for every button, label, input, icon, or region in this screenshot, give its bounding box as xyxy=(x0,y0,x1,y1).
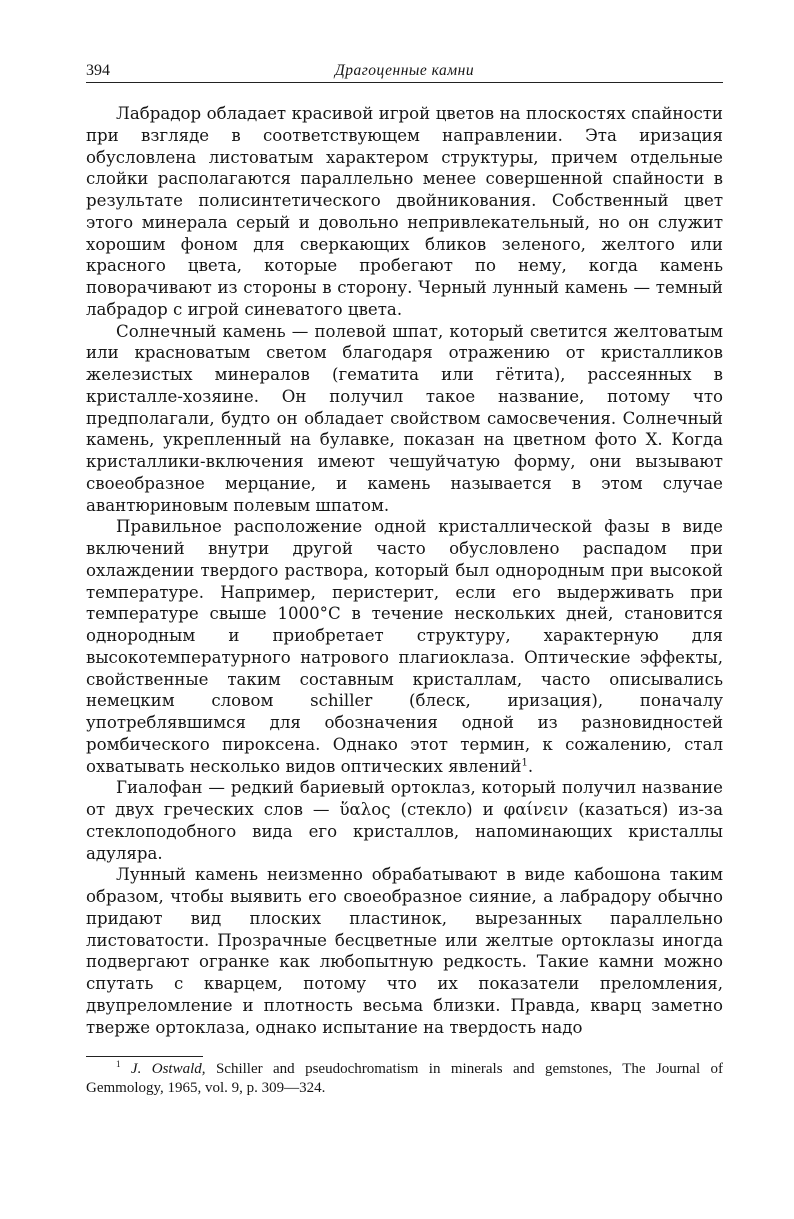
paragraph-exsolution-end: . xyxy=(527,756,534,776)
footnote xyxy=(86,1060,723,1098)
paragraph-exsolution xyxy=(86,516,723,777)
paragraph-hyalophane: Гиалофан — редкий бариевый ортоклаз, который получил название от двух греческих слов — ὕαλος (стекло) и φαίνειν (казаться) из-за стеклоподобного вида его кристаллов, напоминающих кристаллы адуляра. xyxy=(86,778,723,863)
footnote-reference: 1 xyxy=(521,756,528,768)
body-text xyxy=(86,103,723,1038)
footnote-divider xyxy=(86,1056,203,1057)
footnote-author: J. Ostwald, xyxy=(130,1061,206,1078)
paragraph-exsolution-text: Правильное расположение одной кристаллической фазы в виде включений внутри другой часто обусловлено распадом при охлаждении твердого раствора, который был однородным при высокой температуре. Например, перистерит, если его выдерживать при температуре свыше 1000°С в течение нескольких дней, становится однородным и приобретает структуру, характерную для высокотемпературного натрового плагиоклаза. Оптические эффекты, свойственные таким составным кристаллам, часто описывались немецким словом schiller (блеск, иризация), поначалу употреблявшимся для обозначения одной из разновидностей ромбического пироксена. Однако этот термин, к сожалению, стал охватывать несколько видов оптических явлений xyxy=(86,517,723,776)
footnote-number: 1 xyxy=(116,1059,121,1070)
paragraph-labradorite: Лабрадор обладает красивой игрой цветов на плоскостях спайности при взгляде в соответствующем направлении. Эта иризация обусловлена листоватым характером структуры, причем отдельные слойки располагаются параллельно менее совершенной спайности в результате полисинтетического двойникования. Собственный цвет этого минерала серый и довольно непривлекательный, но он служит хорошим фоном для сверкающих бликов зеленого, желтого или красного цвета, которые пробегают по нему, когда камень поворачивают из стороны в сторону. Черный лунный камень — темный лабрадор с игрой синеватого цвета. xyxy=(86,104,723,319)
paragraph-moonstone: Лунный камень неизменно обрабатывают в виде кабошона таким образом, чтобы выявить его своеобразное сияние, а лабрадору обычно придают вид плоских пластинок, вырезанных параллельно листоватости. Прозрачные бесцветные или желтые ортоклазы иногда подвергают огранке как любопытную редкость. Такие камни можно спутать с кварцем, потому что их показатели преломления, двупреломление и плотность весьма близки. Правда, кварц заметно тверже ортоклаза, однако испытание на твердость надо xyxy=(86,865,723,1037)
paragraph-sunstone: Солнечный камень — полевой шпат, который светится желтоватым или красноватым светом благодаря отражению от кристалликов железистых минералов (гематита или гётита), рассеянных в кристалле-хозяине. Он получил такое название, потому что предполагали, будто он обладает свойством самосвечения. Солнечный камень, укрепленный на булавке, показан на цветном фото X. Когда кристаллики-включения имеют чешуйчатую форму, они вызывают своеобразное мерцание, и камень называется в этом случае авантюриновым полевым шпатом. xyxy=(86,321,723,515)
page-number: 394 xyxy=(86,62,110,79)
page-header xyxy=(86,58,723,83)
footnote-text: Schiller and pseudochromatism in minerals and gemstones, The Journal of Gemmology, 1965, vol. 9, p. 309—324. xyxy=(86,1061,724,1097)
book-page xyxy=(86,58,723,1113)
running-title: Драгоценные камни xyxy=(334,62,475,79)
